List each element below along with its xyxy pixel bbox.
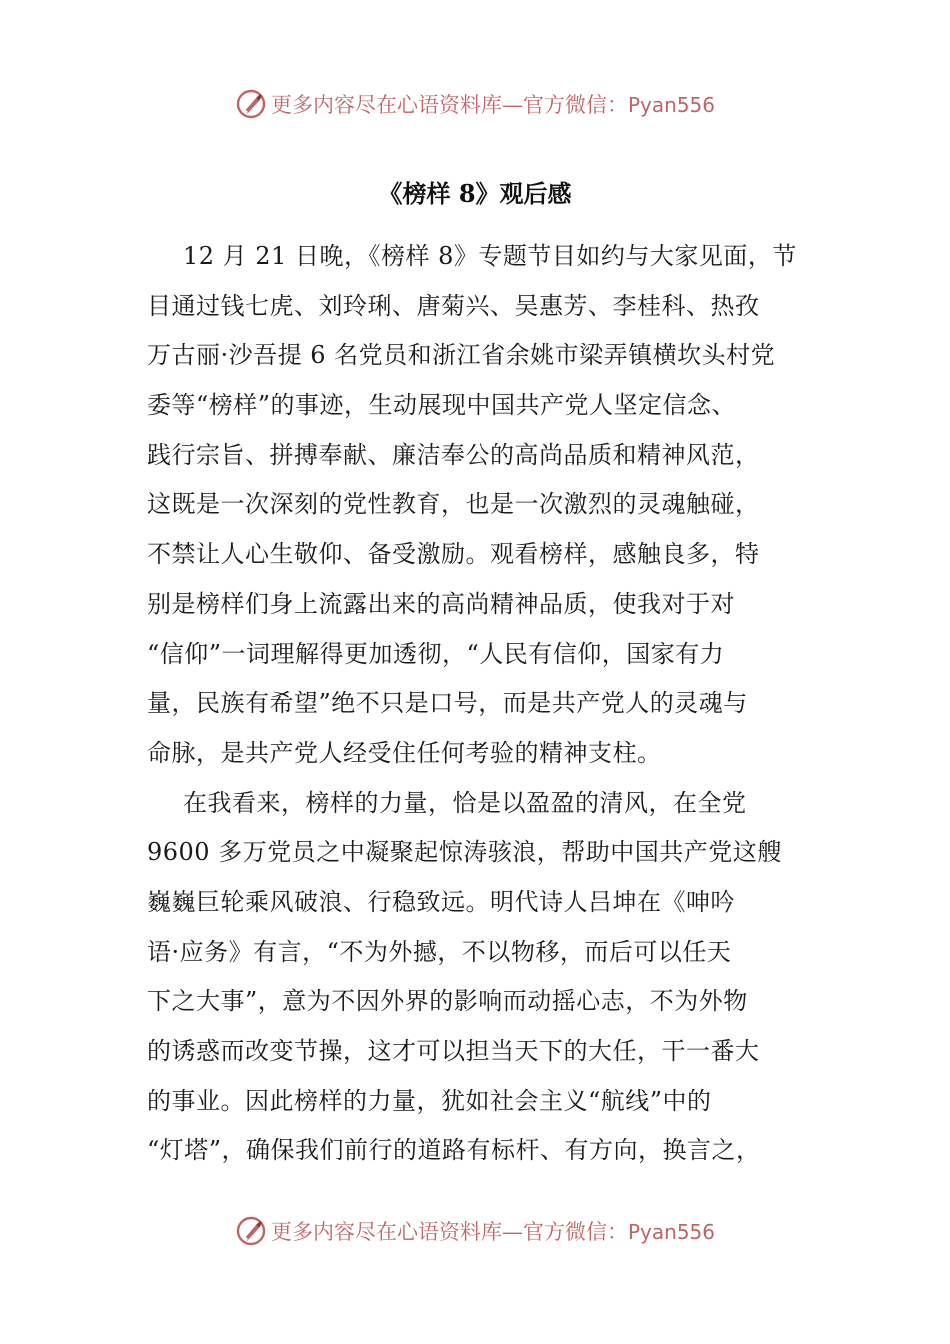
text-line: 量，民族有希望”绝不只是口号，而是共产党人的灵魂与 [147, 689, 748, 718]
text-line: 别是榜样们身上流露出来的高尚精神品质，使我对于对 [147, 589, 735, 618]
header-wechat-id: Pyan556 [627, 93, 715, 117]
text-line: 委等“榜样”的事迹，生动展现中国共产党人坚定信念、 [147, 391, 737, 420]
footer-banner [0, 1211, 950, 1251]
header-banner [0, 84, 950, 124]
text-line: 命脉，是共产党人经受住任何考验的精神支柱。 [147, 738, 662, 767]
text-line: 目通过钱七虎、刘玲琍、唐菊兴、吴惠芳、李桂科、热孜 [147, 291, 760, 320]
pen-nib-logo-icon [235, 88, 267, 120]
text-line: 的诱惑而改变节操，这才可以担当天下的大任，干一番大 [147, 1037, 760, 1065]
header-banner-text: 更多内容尽在心语资料库—官方微信：Pyan556 [270, 93, 715, 117]
article-body [147, 232, 807, 1176]
text-line: “信仰”一词理解得更加透彻，“人民有信仰，国家有力 [147, 639, 725, 668]
text-line: 万古丽·沙吾提 6 名党员和浙江省余姚市梁弄镇横坎头村党 [147, 341, 776, 370]
text-line: 语·应务》有言，“不为外撼，不以物移，而后可以任天 [147, 937, 732, 966]
text-line: 巍巍巨轮乘风破浪、行稳致远。明代诗人吕坤在《呻吟 [147, 887, 735, 916]
text-line: 12 月 21 日晚，《榜样 8》专题节目如约与大家见面，节 [183, 242, 797, 270]
text-line: 践行宗旨、拼搏奉献、廉洁奉公的高尚品质和精神风范， [147, 440, 760, 469]
pen-nib-logo-icon [235, 1215, 267, 1247]
text-line: 的事业。因此榜样的力量，犹如社会主义“航线”中的 [147, 1086, 712, 1115]
footer-wechat-id: Pyan556 [627, 1220, 715, 1244]
page-title: 《榜样 8》观后感 [378, 179, 572, 208]
text-line: 下之大事”，意为不因外界的影响而动摇心志，不为外物 [147, 987, 748, 1016]
text-line: 在我看来，榜样的力量，恰是以盈盈的清风，在全党 [183, 788, 747, 817]
text-line: “灯塔”，确保我们前行的道路有标杆、有方向，换言之， [147, 1136, 761, 1165]
text-line: 不禁让人心生敬仰、备受激励。观看榜样，感触良多，特 [147, 540, 760, 569]
footer-banner-text: 更多内容尽在心语资料库—官方微信：Pyan556 [270, 1220, 715, 1244]
text-line: 9600 多万党员之中凝聚起惊涛骇浪，帮助中国共产党这艘 [147, 838, 782, 867]
text-line: 这既是一次深刻的党性教育，也是一次激烈的灵魂触碰， [147, 490, 760, 519]
